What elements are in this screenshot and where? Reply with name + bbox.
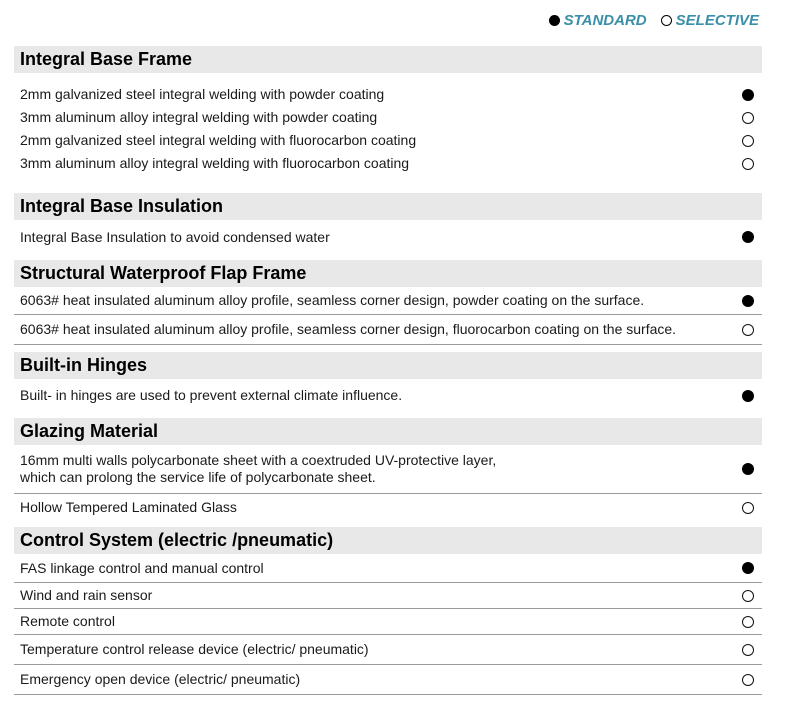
selective-open-circle-icon (742, 324, 754, 336)
spec-text: 6063# heat insulated aluminum alloy profile, seamless corner design, fluorocarbon coating on the surface. (20, 321, 677, 337)
spec-row (14, 129, 762, 152)
section-title: Glazing Material (14, 418, 762, 445)
spec-text: Built- in hinges are used to prevent external climate influence. (20, 387, 403, 403)
section-title: Control System (electric /pneumatic) (14, 527, 762, 554)
spec-text: Hollow Tempered Laminated Glass (20, 499, 237, 515)
spec-text-line-2: which can prolong the service life of polycarbonate sheet. (20, 469, 376, 485)
spec-text: Remote control (20, 613, 115, 629)
standard-filled-circle-icon (742, 562, 754, 574)
spec-text: Emergency open device (electric/ pneumatic) (20, 671, 301, 687)
spec-row (14, 583, 762, 609)
legend-selective (661, 12, 759, 29)
spec-text-block (20, 452, 496, 486)
legend (535, 12, 759, 29)
spec-text: Wind and rain sensor (20, 587, 153, 603)
legend-standard-label: STANDARD (563, 12, 647, 29)
spec-row (14, 665, 762, 695)
spec-row (14, 554, 762, 583)
standard-filled-circle-icon (742, 390, 754, 402)
section-title: Integral Base Frame (14, 46, 762, 73)
spec-text: Temperature control release device (electric/ pneumatic) (20, 641, 369, 657)
spec-row (14, 83, 762, 106)
selective-open-circle-icon (742, 616, 754, 628)
spec-row (14, 315, 762, 345)
spec-text: Integral Base Insulation to avoid condensed water (20, 228, 330, 245)
standard-filled-circle-icon (742, 231, 754, 243)
spec-row (14, 106, 762, 129)
spec-text: 3mm aluminum alloy integral welding with fluorocarbon coating (20, 155, 410, 171)
selective-open-circle-icon (742, 502, 754, 514)
section-title: Integral Base Insulation (14, 193, 762, 220)
selective-open-circle-icon (742, 112, 754, 124)
selective-open-circle-icon (742, 644, 754, 656)
section-title: Structural Waterproof Flap Frame (14, 260, 762, 287)
spec-row (14, 220, 762, 254)
open-circle-icon (661, 15, 672, 26)
spec-row (14, 152, 762, 175)
spec-row (14, 635, 762, 665)
section-title: Built-in Hinges (14, 352, 762, 379)
spec-text-line-1: 16mm multi walls polycarbonate sheet with a coextruded UV-protective layer, (20, 452, 497, 468)
spec-sheet (14, 46, 762, 695)
selective-open-circle-icon (742, 158, 754, 170)
selective-open-circle-icon (742, 590, 754, 602)
legend-selective-label: SELECTIVE (675, 12, 759, 29)
spec-text: 3mm aluminum alloy integral welding with powder coating (20, 109, 378, 125)
spec-text: 6063# heat insulated aluminum alloy profile, seamless corner design, powder coating on the surface. (20, 292, 645, 308)
spec-text: 2mm galvanized steel integral welding with fluorocarbon coating (20, 132, 417, 148)
standard-filled-circle-icon (742, 89, 754, 101)
selective-open-circle-icon (742, 135, 754, 147)
legend-standard (549, 12, 647, 29)
spec-row (14, 379, 762, 412)
spec-row (14, 609, 762, 635)
filled-circle-icon (549, 15, 560, 26)
spec-text: 2mm galvanized steel integral welding with powder coating (20, 86, 385, 102)
spec-row (14, 494, 762, 521)
selective-open-circle-icon (742, 674, 754, 686)
spec-text: FAS linkage control and manual control (20, 559, 264, 576)
standard-filled-circle-icon (742, 295, 754, 307)
spec-row (14, 287, 762, 315)
spec-row (14, 445, 762, 494)
standard-filled-circle-icon (742, 463, 754, 475)
